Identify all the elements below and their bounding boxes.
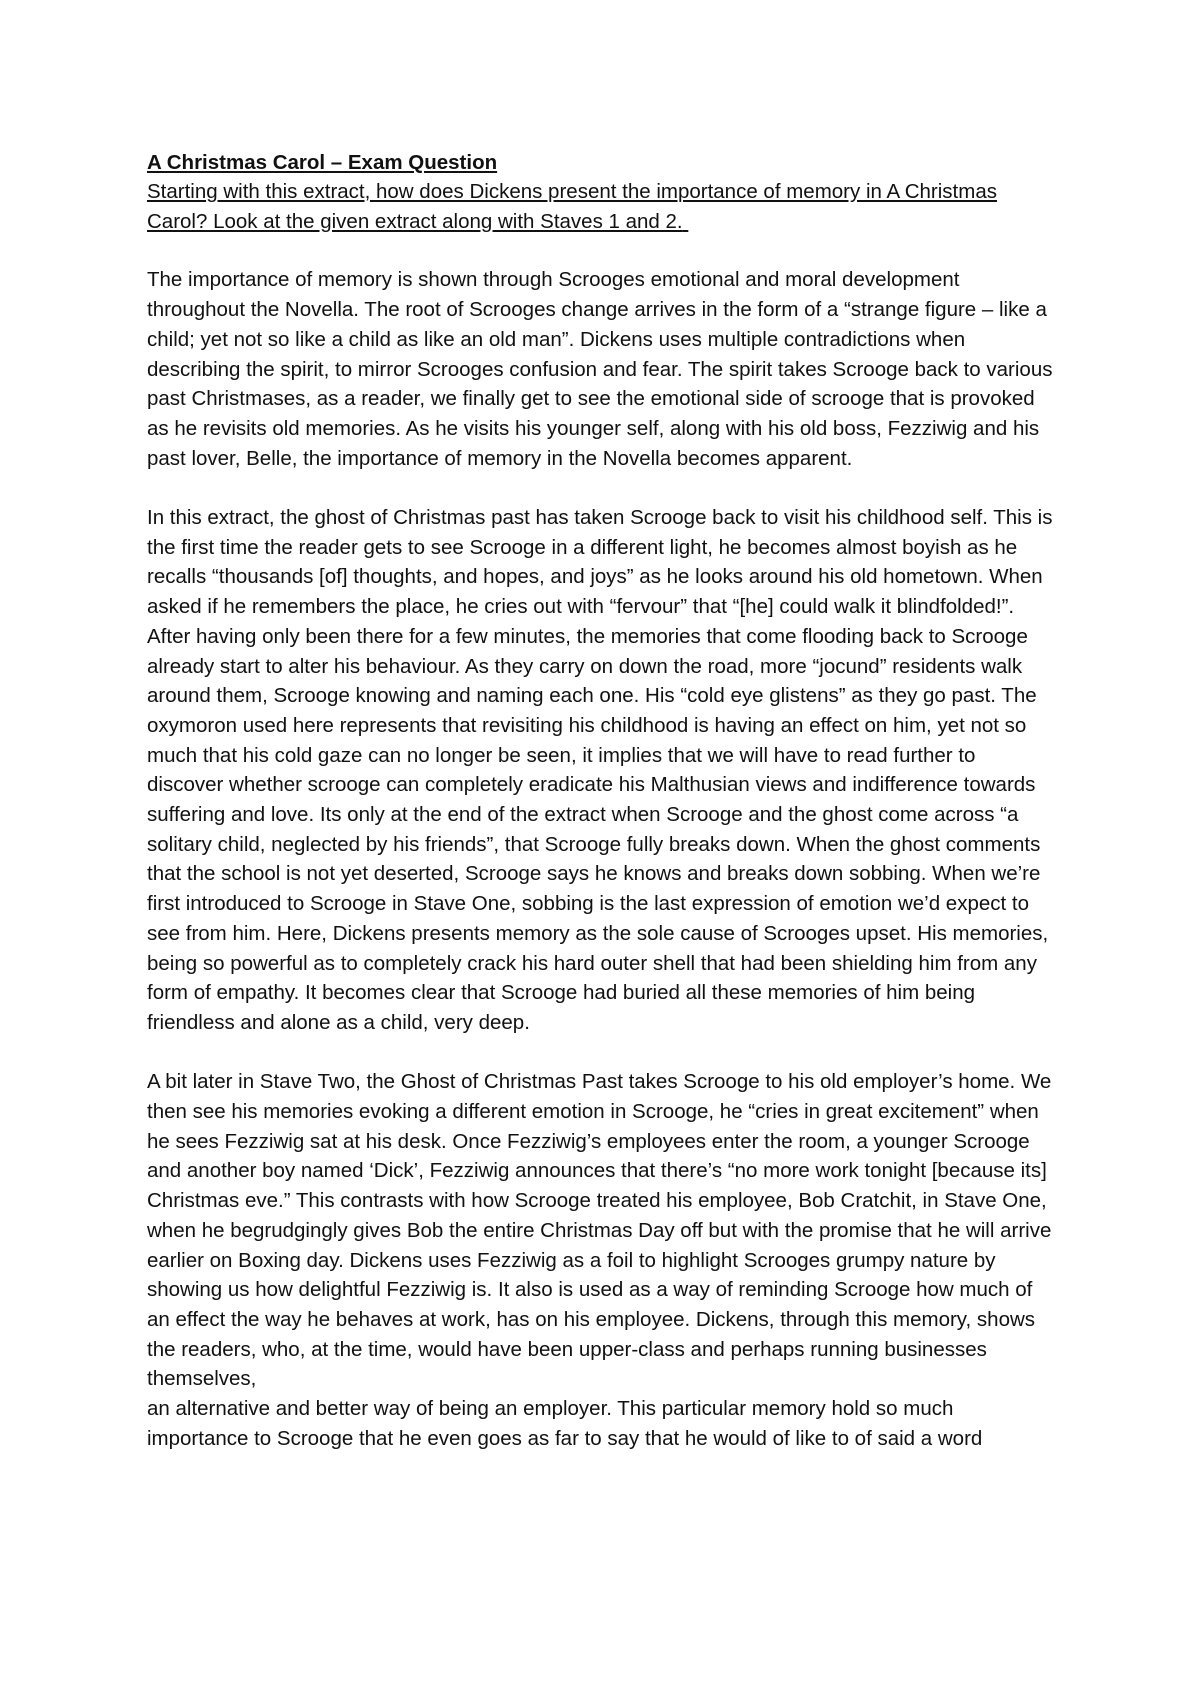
paragraph-4: an alternative and better way of being an employer. This particular memory hold so much importance to Scrooge that he even goes as far to say that he would of like to of said a word (147, 1397, 983, 1450)
paragraph-1: The importance of memory is shown through Scrooges emotional and moral development throughout the Novella. The root of Scrooges change arrives in the form of a “strange figure – like a child; yet not so like a child as like an old man”. Dickens uses multiple contradictions when describing the spirit, to mirror Scrooges confusion and fear. The spirit takes Scrooge back to various past Christmases, as a reader, we finally get to see the emotional side of scrooge that is provoked as he revisits old memories. As he visits his younger self, along with his old boss, Fezziwig and his past lover, Belle, the importance of memory in the Novella becomes apparent. (147, 268, 1053, 470)
exam-question (147, 177, 1057, 236)
question-underline-tail (683, 207, 921, 237)
document-title: A Christmas Carol – Exam Question (147, 151, 498, 174)
paragraph-3: A bit later in Stave Two, the Ghost of Christmas Past takes Scrooge to his old employer’s home. We then see his memories evoking a different emotion in Scrooge, he “cries in great excitement” when he sees Fezziwig sat at his desk. Once Fezziwig’s employees enter the room, a younger Scrooge and another boy named ‘Dick’, Fezziwig announces that there’s “no more work tonight [because its] Christmas eve.” This contrasts with how Scrooge treated his employee, Bob Cratchit, in Stave One, when he begrudgingly gives Bob the entire Christmas Day off but with the promise that he will arrive earlier on Boxing day. Dickens uses Fezziwig as a foil to highlight Scrooges grumpy nature by showing us how delightful Fezziwig is. It also is used as a way of reminding Scrooge how much of an effect the way he behaves at work, has on his employee. Dickens, through this memory, shows the readers, who, at the time, would have been upper-class and perhaps running businesses themselves, (147, 1070, 1052, 1391)
paragraph-2: In this extract, the ghost of Christmas past has taken Scrooge back to visit his childhood self. This is the first time the reader gets to see Scrooge in a different light, he becomes almost boyish as he recalls “thousands [of] thoughts, and hopes, and joys” as he looks around his old hometown. When asked if he remembers the place, he cries out with “fervour” that “[he] could walk it blindfolded!”. After having only been there for a few minutes, the memories that come flooding back to Scrooge already start to alter his behaviour. As they carry on down the road, more “jocund” residents walk around them, Scrooge knowing and naming each one. His “cold eye glistens” as they go past. The oxymoron used here represents that revisiting his childhood is having an effect on him, yet not so much that his cold gaze can no longer be seen, it implies that we will have to read further to discover whether scrooge can completely eradicate his Malthusian views and indifference towards suffering and love. Its only at the end of the extract when Scrooge and the ghost come across “a solitary child, neglected by his friends”, that Scrooge fully breaks down. When the ghost comments that the school is not yet deserted, Scrooge says he knows and breaks down sobbing. When we’re first introduced to Scrooge in Stave One, sobbing is the last expression of emotion we’d expect to see from him. Here, Dickens presents memory as the sole cause of Scrooges upset. His memories, being so powerful as to completely crack his hard outer shell that had been shielding him from any form of empathy. It becomes clear that Scrooge had buried all these memories of him being friendless and alone as a child, very deep. (147, 506, 1053, 1034)
exam-question-text: Starting with this extract, how does Dickens present the importance of memory in A Christmas Carol? Look at the given extract along with Staves 1 and 2. (147, 180, 997, 233)
document-body (147, 148, 1057, 1454)
